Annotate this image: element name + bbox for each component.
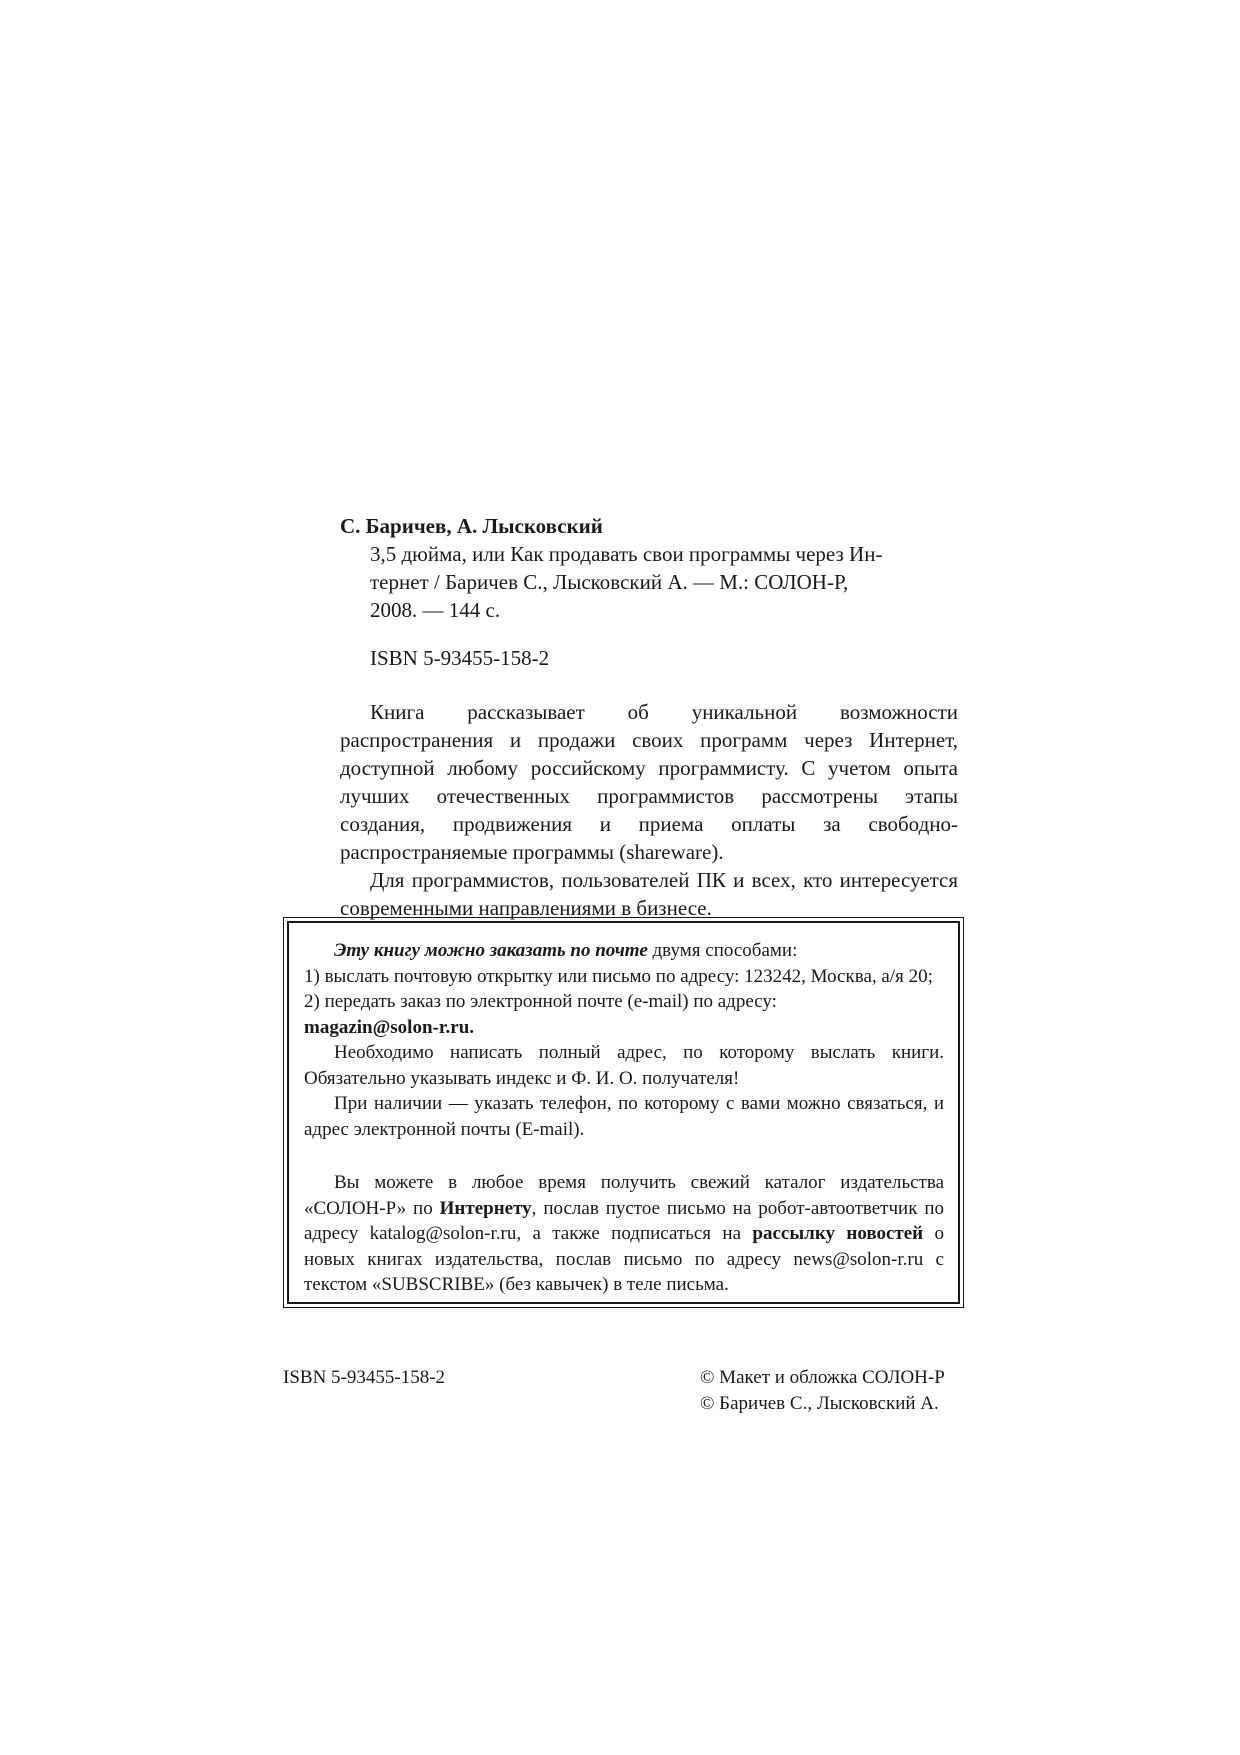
catalog-internet: Интернету: [439, 1197, 532, 1219]
catalog-text-2: , послав пустое письмо на робот-автоответчик по адресу katalog@solon-r.ru, а также подписаться на: [304, 1197, 945, 1244]
footer-isbn: ISBN 5-93455-158-2: [283, 1367, 446, 1388]
order-address-note: Необходимо написать полный адрес, по которому выслать книги. Обязательно указывать индекс и Ф. И. О. получателя!: [304, 1042, 944, 1089]
book-abstract: Книга рассказывает об уникальной возможности распространения и продажи своих программ через Интернет, доступной любому российскому программисту. С учетом опыта лучших отечественных программистов рассмотрены этапы создания, продвижения и приема оплаты за свободно-распространяемые программы (shareware).: [340, 700, 958, 864]
order-phone-note: При наличии — указать телефон, по которому с вами можно связаться, и адрес электронной почты (E-mail).: [304, 1093, 944, 1140]
book-isbn: ISBN 5-93455-158-2: [370, 646, 550, 670]
book-title-line-1: 3,5 дюйма, или Как продавать свои программы через Ин-: [370, 542, 883, 566]
copyright-authors: © Баричев С., Лысковский А.: [700, 1393, 939, 1414]
copyright-layout: © Макет и обложка СОЛОН-Р: [700, 1367, 945, 1388]
order-info-box: [283, 917, 964, 1308]
catalog-text-3: о новых книгах издательства, послав письмо по адресу news@solon-r.ru с текстом «SUBSCRIBE» (без кавычек) в теле письма.: [304, 1223, 944, 1295]
order-email: magazin@solon-r.ru.: [304, 1016, 475, 1038]
copyright-block: [700, 1365, 945, 1417]
order-option-1: 1) выслать почтовую открытку или письмо по адресу: 123242, Москва, а/я 20;: [304, 965, 933, 987]
order-info-text: [304, 938, 944, 1298]
order-lead: [304, 938, 944, 964]
book-authors: С. Баричев, А. Лысковский: [340, 514, 603, 538]
catalog-text-1: Вы можете в любое время получить свежий каталог издательства «СОЛОН-Р» по: [304, 1172, 944, 1219]
order-option-2: 2) передать заказ по электронной почте (e-mail) по адресу:: [304, 991, 777, 1012]
book-audience: Для программистов, пользователей ПК и всех, кто интересуется современными направлениями в бизнесе.: [340, 868, 958, 920]
order-catalog-note: [304, 1170, 944, 1298]
catalog-newsletter: рассылку новостей: [752, 1223, 924, 1244]
order-lead-emphasis: Эту книгу можно заказать по почте: [334, 940, 648, 961]
order-lead-rest: двумя способами:: [652, 940, 798, 961]
book-title-line-3: 2008. — 144 с.: [370, 598, 501, 622]
bibliographic-entry: [340, 512, 958, 922]
book-title-line-2: тернет / Баричев С., Лысковский А. — М.: СОЛОН-Р,: [370, 570, 849, 594]
